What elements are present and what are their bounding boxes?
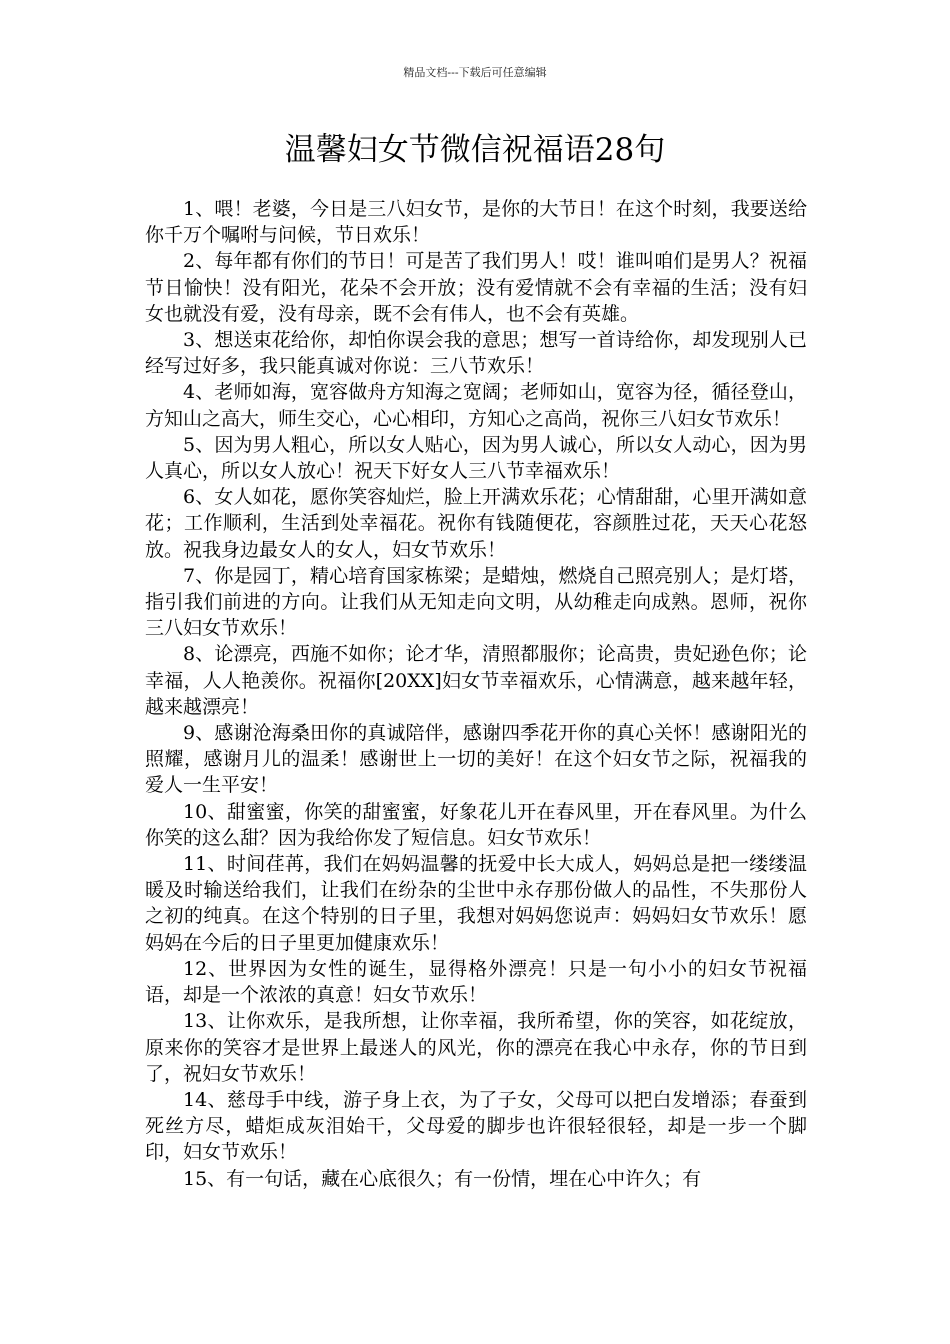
paragraph-11: 11、时间荏苒，我们在妈妈温馨的抚爱中长大成人，妈妈总是把一缕缕温暖及时输送给我们，让我们在纷杂的尘世中永存那份做人的品性，不失那份人之初的纯真。在这个特别的日子里，我想对妈妈您说声：妈妈妇女节欢乐！愿妈妈在今后的日子里更加健康欢乐！ <box>145 853 807 954</box>
paragraph-4: 4、老师如海，宽容做舟方知海之宽阔；老师如山，宽容为径，循径登山，方知山之高大，师生交心，心心相印，方知心之高尚，祝你三八妇女节欢乐！ <box>145 381 807 430</box>
paragraph-10: 10、甜蜜蜜，你笑的甜蜜蜜，好象花儿开在春风里，开在春风里。为什么你笑的这么甜？因为我给你发了短信息。妇女节欢乐！ <box>145 800 807 849</box>
paragraph-12: 12、世界因为女性的诞生，显得格外漂亮！只是一句小小的妇女节祝福语，却是一个浓浓的真意！妇女节欢乐！ <box>145 957 807 1007</box>
paragraph-2: 2、每年都有你们的节日！可是苦了我们男人！哎！谁叫咱们是男人？祝福节日愉快！没有阳光，花朵不会开放；没有爱情就不会有幸福的生活；没有妇女也就没有爱，没有母亲，既不会有伟人，也不会有英雄。 <box>145 250 807 325</box>
paragraph-3: 3、想送束花给你，却怕你误会我的意思；想写一首诗给你，却发现别人已经写过好多，我只能真诚对你说：三八节欢乐！ <box>145 329 807 378</box>
paragraph-9: 9、感谢沧海桑田你的真诚陪伴，感谢四季花开你的真心关怀！感谢阳光的照耀，感谢月儿的温柔！感谢世上一切的美好！在这个妇女节之际，祝福我的爱人一生平安！ <box>145 722 807 797</box>
paragraph-8: 8、论漂亮，西施不如你；论才华，清照都服你；论高贵，贵妃逊色你；论幸福，人人艳羡你。祝福你[20XX]妇女节幸福欢乐，心情满意，越来越年轻，越来越漂亮！ <box>145 643 807 718</box>
document-body <box>145 196 807 1192</box>
paragraph-6: 6、女人如花，愿你笑容灿烂，脸上开满欢乐花；心情甜甜，心里开满如意花；工作顺利，生活到处幸福花。祝你有钱随便花，容颜胜过花，天天心花怒放。祝我身边最女人的女人，妇女节欢乐！ <box>145 486 807 561</box>
paragraph-14: 14、慈母手中线，游子身上衣，为了子女，父母可以把白发增添；春蚕到死丝方尽，蜡炬成灰泪始干，父母爱的脚步也许很轻很轻，却是一步一个脚印，妇女节欢乐！ <box>145 1088 807 1164</box>
paragraph-13: 13、让你欢乐，是我所想，让你幸福，我所希望，你的笑容，如花绽放，原来你的笑容才是世界上最迷人的风光，你的漂亮在我心中永存，你的节日到了，祝妇女节欢乐！ <box>145 1010 807 1085</box>
paragraph-15: 15、有一句话，藏在心底很久；有一份情，埋在心中许久；有 <box>183 1167 702 1190</box>
paragraph-1: 1、喂！老婆，今日是三八妇女节，是你的大节日！在这个时刻，我要送给你千万个嘱咐与问候，节日欢乐！ <box>145 198 807 247</box>
document-title: 温馨妇女节微信祝福语28句 <box>284 132 666 168</box>
paragraph-7: 7、你是园丁，精心培育国家栋梁；是蜡烛，燃烧自己照亮别人；是灯塔，指引我们前进的方向。让我们从无知走向文明，从幼稚走向成熟。恩师，祝你三八妇女节欢乐！ <box>145 564 807 640</box>
page-header: 精品文档---下载后可任意编辑 <box>403 66 547 79</box>
paragraph-5: 5、因为男人粗心，所以女人贴心，因为男人诚心，所以女人动心，因为男人真心，所以女人放心！祝天下好女人三八节幸福欢乐！ <box>145 433 807 483</box>
